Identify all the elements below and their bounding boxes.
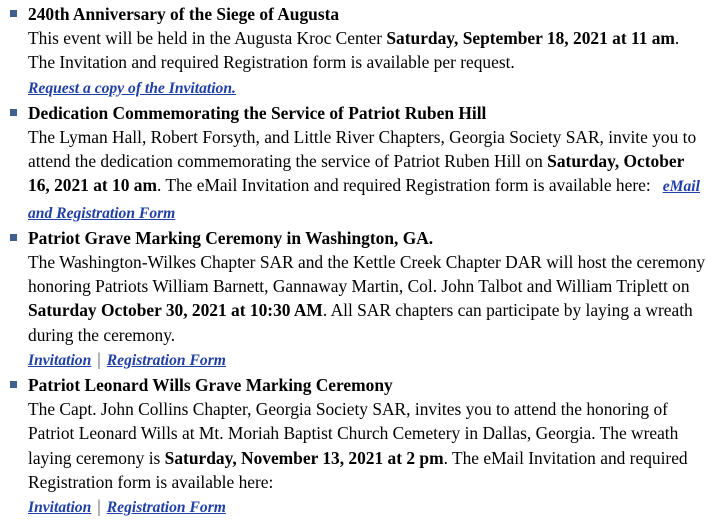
link-separator: | [97, 496, 101, 517]
request-invitation-link[interactable]: Request a copy of the Invitation. [28, 79, 236, 97]
event-text-continued: . The eMail Invitation and required Registration form is available here: [156, 175, 651, 196]
event-links [28, 347, 707, 373]
square-bullet-icon [10, 381, 17, 388]
event-item-siege-of-augusta [10, 2, 707, 101]
event-text-continued: . The Invitation and required Registration form is available per request. [28, 28, 680, 73]
square-bullet-icon [10, 234, 17, 241]
event-item-washington-grave-marking [10, 226, 707, 373]
square-bullet-icon [10, 109, 17, 116]
link-separator: | [97, 348, 101, 369]
event-title: Dedication Commemorating the Service of Patriot Ruben Hill [28, 102, 487, 123]
event-item-ruben-hill-dedication [10, 101, 707, 226]
event-links [28, 494, 707, 520]
event-title: Patriot Grave Marking Ceremony in Washington, GA. [28, 227, 434, 248]
invitation-link[interactable]: Invitation [28, 499, 92, 517]
email-registration-form-link[interactable]: eMail and Registration Form [28, 178, 700, 222]
event-date: Saturday, November 13, 2021 at 2 pm [164, 447, 444, 468]
registration-form-link[interactable]: Registration Form [106, 499, 226, 517]
invitation-link[interactable]: Invitation [28, 351, 92, 369]
event-date: Saturday, September 18, 2021 at 11 am [386, 28, 675, 49]
event-text: This event will be held in the Augusta Kroc Center [28, 28, 387, 49]
event-text: The Washington-Wilkes Chapter SAR and the Kettle Creek Chapter DAR will host the ceremony honoring Patriots William Barnett, Gannaway Martin, Col. John Talbot and William Triplett on [28, 252, 706, 297]
event-item-leonard-wills-grave-marking [10, 373, 707, 520]
event-date: Saturday October 30, 2021 at 10:30 AM [28, 300, 323, 321]
event-description [28, 252, 705, 345]
registration-form-link[interactable]: Registration Form [106, 351, 226, 369]
event-text-continued: . The eMail Invitation and required Registration form is available here: [28, 447, 688, 492]
square-bullet-icon [10, 10, 17, 17]
event-description [28, 28, 679, 72]
event-date: Saturday, October 16, 2021 at 10 am [28, 151, 685, 196]
event-text: The Lyman Hall, Robert Forsyth, and Little River Chapters, Georgia Society SAR, invite you to attend the dedication commemorating the service of Patriot Ruben Hill on [28, 127, 697, 172]
event-links [28, 75, 707, 101]
event-title: Patriot Leonard Wills Grave Marking Ceremony [28, 375, 393, 396]
event-description [28, 399, 688, 492]
event-text-continued: . All SAR chapters can participate by laying a wreath during the ceremony. [28, 300, 693, 345]
event-description [28, 127, 700, 222]
event-title: 240th Anniversary of the Siege of Augusta [28, 4, 340, 24]
event-text: The Capt. John Collins Chapter, Georgia Society SAR, invites you to attend the honoring of Patriot Leonard Wills at Mt. Moriah Baptist Church Cemetery in Dallas, Georgia. The wreath laying ceremony is [28, 399, 679, 468]
